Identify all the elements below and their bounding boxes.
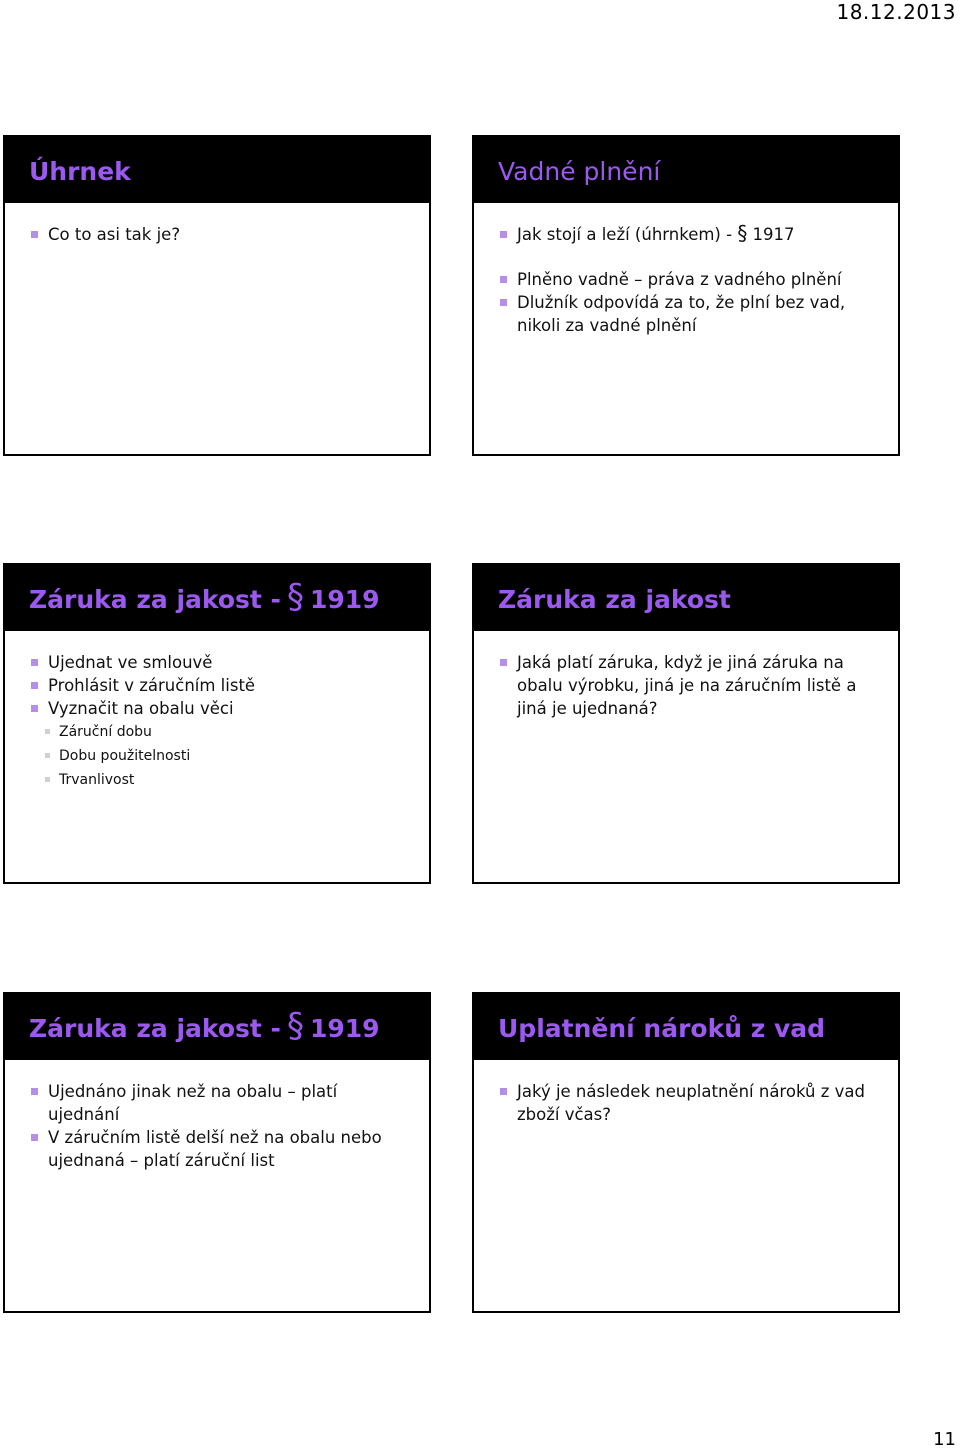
bullet-item: Ujednat ve smlouvě: [31, 651, 405, 674]
title-text: Záruka za jakost -: [29, 1014, 281, 1043]
bullet-item: [500, 223, 874, 246]
slide-uplatneni-naroku: [472, 992, 900, 1313]
slide-header: [5, 565, 429, 631]
slide-header: [5, 137, 429, 203]
bullet-text: Jak stojí a leží (úhrnkem) -: [517, 225, 738, 244]
slide-title: Úhrnek: [29, 157, 131, 186]
sub-bullet-item: Trvanlivost: [45, 768, 405, 792]
slide-body: [5, 203, 429, 246]
slide-title: Vadné plnění: [498, 157, 661, 186]
slide-title: Uplatnění nároků z vad: [498, 1014, 826, 1043]
slide-header: [5, 994, 429, 1060]
section-sign: §: [286, 576, 304, 617]
slide-header: [474, 994, 898, 1060]
section-sign: §: [737, 221, 748, 245]
slide-title: [29, 1005, 380, 1046]
bullet-item: Jaký je následek neuplatnění nároků z vad zboží včas?: [500, 1080, 874, 1126]
print-date: 18.12.2013: [836, 0, 956, 24]
section-sign: §: [286, 1005, 304, 1046]
page-number: 11: [933, 1429, 956, 1450]
slide-header: [474, 137, 898, 203]
slide-body: [5, 631, 429, 792]
slide-vadne-plneni: [472, 135, 900, 456]
slide-header: [474, 565, 898, 631]
sub-bullet-item: Dobu použitelnosti: [45, 744, 405, 768]
bullet-item: Plněno vadně – práva z vadného plnění: [500, 268, 874, 291]
slide-body: [474, 203, 898, 337]
bullet-item: Prohlásit v záručním listě: [31, 674, 405, 697]
title-number: 1919: [309, 585, 380, 614]
slide-title: [29, 576, 380, 617]
slide-zaruka-1919-b: [3, 992, 431, 1313]
bullet-item: Ujednáno jinak než na obalu – platí ujednání: [31, 1080, 405, 1126]
bullet-item: Vyznačit na obalu věci: [31, 697, 405, 720]
slide-body: [5, 1060, 429, 1172]
sub-bullet-item: Záruční dobu: [45, 720, 405, 744]
slide-title: Záruka za jakost: [498, 585, 731, 614]
bullet-item: V záručním listě delší než na obalu nebo ujednaná – platí záruční list: [31, 1126, 405, 1172]
slide-body: [474, 1060, 898, 1126]
title-number: 1919: [309, 1014, 380, 1043]
bullet-item: Co to asi tak je?: [31, 223, 405, 246]
bullet-item: Dlužník odpovídá za to, že plní bez vad, nikoli za vadné plnění: [500, 291, 874, 337]
title-text: Záruka za jakost -: [29, 585, 281, 614]
bullet-text: 1917: [747, 225, 795, 244]
slide-zaruka-1919-a: [3, 563, 431, 884]
slide-zaruka-za-jakost: [472, 563, 900, 884]
slide-uhrnek: [3, 135, 431, 456]
bullet-item: Jaká platí záruka, když je jiná záruka na obalu výrobku, jiná je na záručním listě a jiná je ujednaná?: [500, 651, 874, 720]
slide-body: [474, 631, 898, 720]
